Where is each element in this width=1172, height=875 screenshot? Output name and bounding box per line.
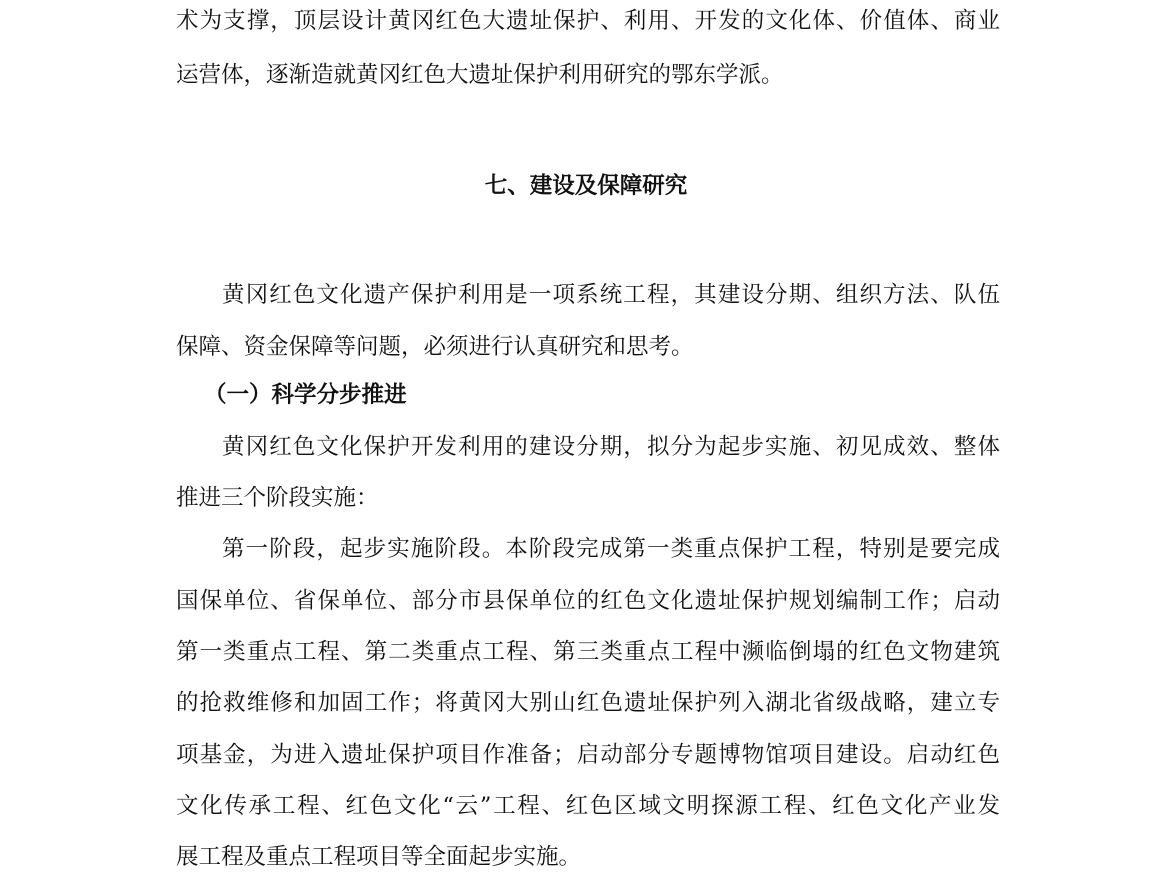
- paragraph-line: 的抢救维修和加固工作；将黄冈大别山红色遗址保护列入湖北省级战略，建立专: [176, 690, 1000, 716]
- paragraph-line: 黄冈红色文化遗产保护利用是一项系统工程，其建设分期、组织方法、队伍: [222, 282, 1000, 308]
- section-heading: 七、建设及保障研究: [484, 173, 688, 199]
- paragraph-line: 术为支撑，顶层设计黄冈红色大遗址保护、利用、开发的文化体、价值体、商业: [176, 8, 1000, 34]
- paragraph-line: 文化传承工程、红色文化“云”工程、红色区域文明探源工程、红色文化产业发: [176, 793, 1000, 819]
- paragraph-line: 保障、资金保障等问题，必须进行认真研究和思考。: [176, 334, 694, 360]
- paragraph-line: 国保单位、省保单位、部分市县保单位的红色文化遗址保护规划编制工作；启动: [176, 588, 1000, 614]
- subsection-heading: （一）科学分步推进: [204, 382, 407, 408]
- paragraph-line: 第一阶段，起步实施阶段。本阶段完成第一类重点保护工程，特别是要完成: [222, 536, 1000, 562]
- paragraph-line: 推进三个阶段实施：: [176, 485, 379, 511]
- paragraph-line: 运营体，逐渐造就黄冈红色大遗址保护利用研究的鄂东学派。: [176, 62, 784, 88]
- paragraph-line: 黄冈红色文化保护开发利用的建设分期，拟分为起步实施、初见成效、整体: [222, 434, 1000, 460]
- paragraph-line: 第一类重点工程、第二类重点工程、第三类重点工程中濒临倒塌的红色文物建筑: [176, 639, 1000, 665]
- paragraph-line: 展工程及重点工程项目等全面起步实施。: [176, 844, 582, 870]
- paragraph-line: 项基金，为进入遗址保护项目作准备；启动部分专题博物馆项目建设。启动红色: [176, 742, 1000, 768]
